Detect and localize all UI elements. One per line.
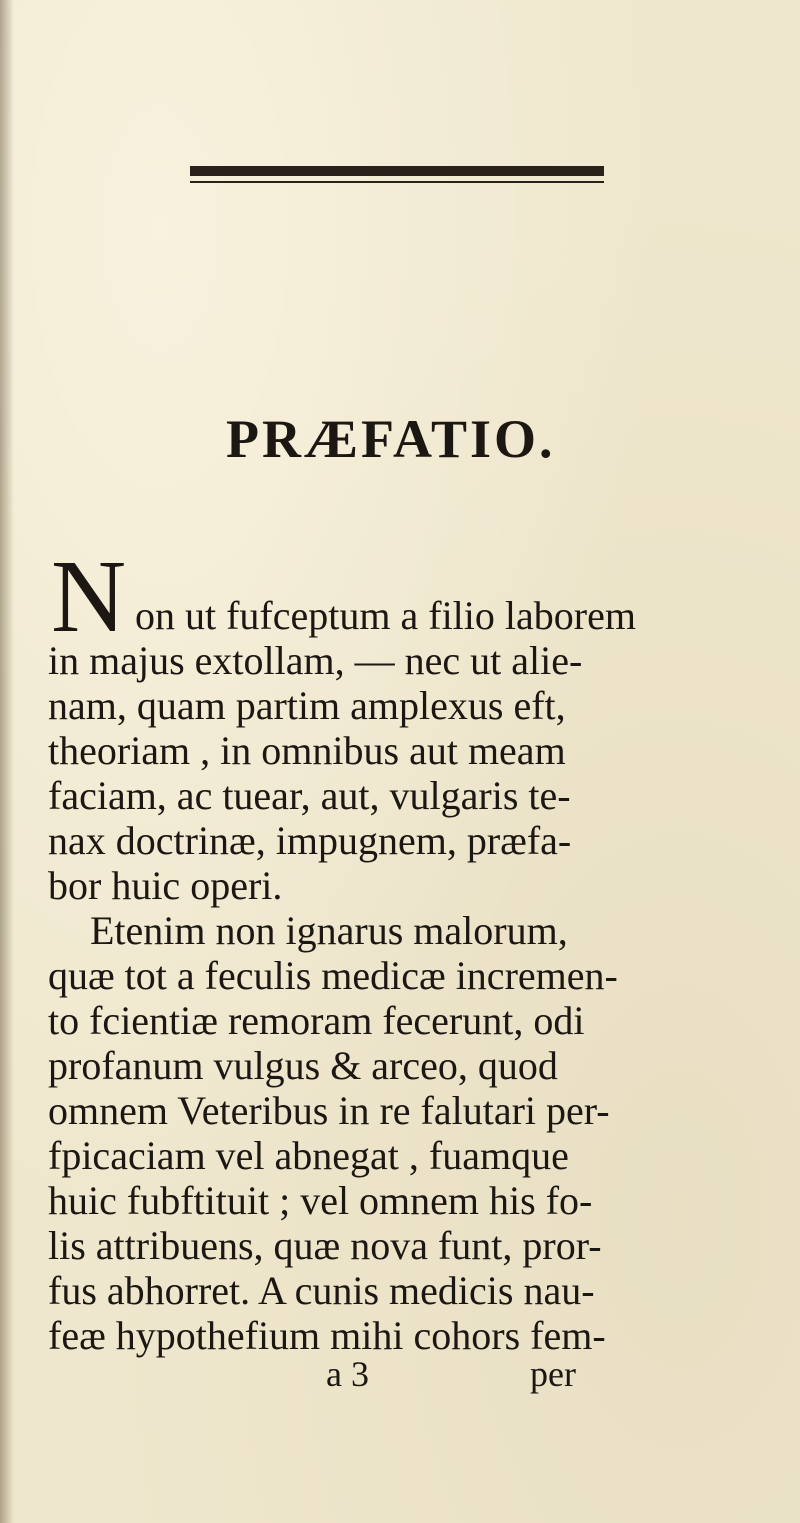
text-line-12: omnem Veteribus in re falutari per- — [48, 1088, 610, 1133]
page-gutter-shadow — [0, 0, 14, 1523]
text-line-15: lis attribuens, quæ nova funt, pror- — [48, 1223, 602, 1268]
drop-cap: N — [51, 539, 127, 654]
text-line-1: on ut fufceptum a filio laborem — [135, 593, 636, 638]
text-line-11: profanum vulgus & arceo, quod — [48, 1043, 558, 1088]
text-line-13: fpicaciam vel abnegat , fuamque — [48, 1133, 569, 1178]
text-line-17: feæ hypothefium mihi cohors fem- — [48, 1313, 606, 1358]
text-line-2: in majus extollam, — nec ut alie- — [48, 638, 583, 683]
text-line-8: Etenim non ignarus malorum, — [90, 908, 568, 953]
text-line-16: fus abhorret. A cunis medicis nau- — [48, 1268, 595, 1313]
text-line-7: bor huic operi. — [48, 863, 283, 908]
text-line-6: nax doctrinæ, impugnem, præfa- — [48, 818, 572, 863]
text-line-5: faciam, ac tuear, aut, vulgaris te- — [48, 773, 571, 818]
signature-mark: a 3 — [326, 1354, 369, 1394]
text-line-14: huic fubftituit ; vel omnem his fo- — [48, 1178, 593, 1223]
header-rule-thin — [190, 181, 604, 183]
text-line-10: to fcientiæ remoram fecerunt, odi — [48, 998, 585, 1043]
header-rule-thick — [190, 166, 604, 176]
catchword: per — [530, 1354, 576, 1394]
text-line-9: quæ tot a feculis medicæ incremen- — [48, 953, 618, 998]
page-title: PRÆFATIO. — [226, 409, 556, 469]
text-line-4: theoriam , in omnibus aut meam — [48, 728, 566, 773]
text-line-3: nam, quam partim amplexus eft, — [48, 683, 566, 728]
